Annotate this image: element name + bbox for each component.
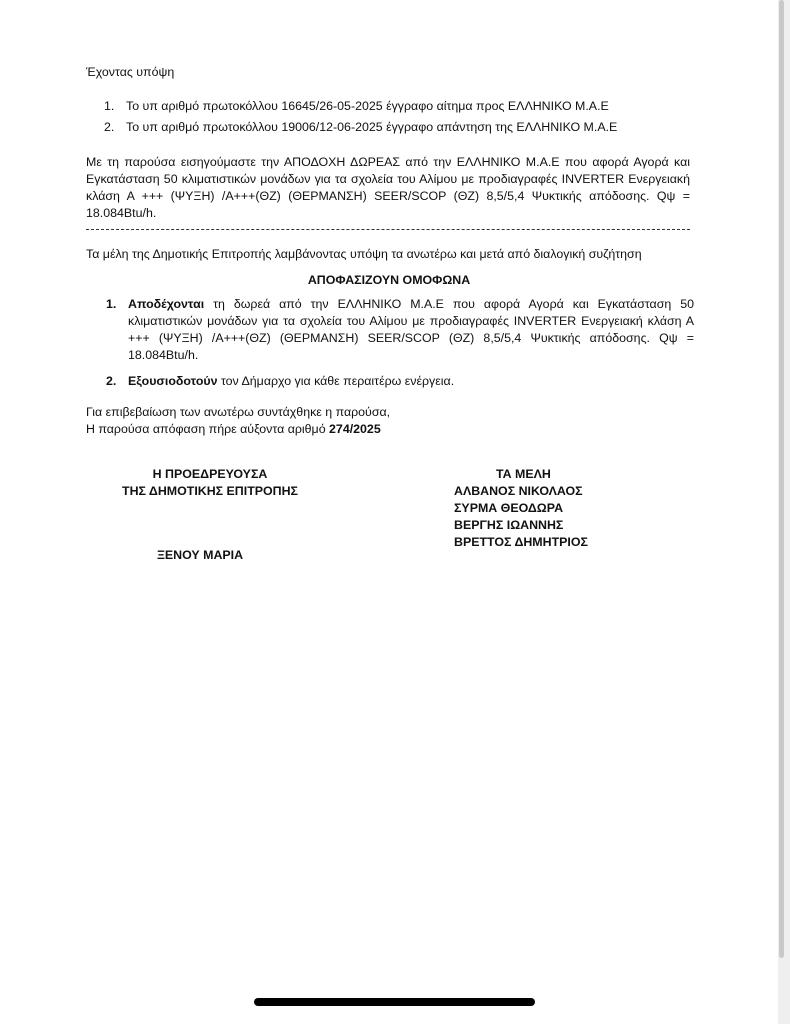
member-name: ΣΥΡΜΑ ΘΕΟΔΩΡΑ (454, 501, 564, 515)
member-name: ΒΡΕΤΤΟΣ ΔΗΜΗΤΡΙΟΣ (454, 535, 588, 549)
members-title: ΤΑ ΜΕΛΗ (496, 467, 551, 481)
decision-text (128, 373, 694, 390)
chair-name: ΞΕΝΟΥ ΜΑΡΙΑ (156, 548, 244, 562)
reference-text: Το υπ αριθμό πρωτοκόλλου 19006/12-06-2025 έγγραφο απάντηση της ΕΛΛΗΝΙΚΟ Μ.Α.Ε (126, 120, 618, 134)
list-item (106, 296, 694, 364)
confirmation-line: Για επιβεβαίωση των ανωτέρω συντάχθηκε η παρούσα, (86, 405, 391, 419)
members-statement: Τα μέλη της Δημοτικής Επιτροπής λαμβάνοντας υπόψη τα ανωτέρω και μετά από διαλογική συζήτηση (86, 247, 642, 261)
decision-body: τη δωρεά από την ΕΛΛΗΝΙΚΟ Μ.Α.Ε που αφορά Αγορά και Εγκατάσταση 50 κλιματιστικών μονάδων για τα σχολεία του Αλίμου με προδιαγραφές INVERTER Ενεργειακή κλάση Α +++ (ΨΥΞΗ) /Α+++(ΘΖ) (ΘΕΡΜΑΝΣΗ) SEER/SCOP (ΘΖ) 8,5/5,4 Ψυκτικής απόδοσης. Qψ = 18.084Btu/h. (128, 297, 694, 362)
decision-number-prefix: Η παρούσα απόφαση πήρε αύξοντα αριθμό (86, 422, 330, 436)
list-item (104, 119, 617, 140)
member-name: ΑΛΒΑΝΟΣ ΝΙΚΟΛΑΟΣ (454, 484, 583, 498)
members-signature-block (454, 466, 588, 551)
scrollbar[interactable] (779, 0, 784, 958)
list-number: 2. (104, 120, 115, 134)
chair-signature-block (100, 466, 320, 500)
decision-body: τον Δήμαρχο για κάθε περαιτέρω ενέργεια. (217, 374, 455, 388)
dashed-divider (86, 229, 690, 230)
decision-heading: ΑΠΟΦΑΣΙΖΟΥΝ ΟΜΟΦΩΝΑ (307, 273, 471, 287)
list-number: 1. (104, 99, 115, 113)
intro-text: Έχοντας υπόψη (86, 65, 175, 79)
reference-list (104, 98, 617, 140)
confirmation-block (86, 404, 390, 438)
reference-text: Το υπ αριθμό πρωτοκόλλου 16645/26-05-2025 έγγραφο αίτημα προς ΕΛΛΗΝΙΚΟ Μ.Α.Ε (126, 99, 609, 113)
member-name: ΒΕΡΓΗΣ ΙΩΑΝΝΗΣ (454, 518, 564, 532)
decision-text (128, 296, 694, 364)
chair-title-line2: ΤΗΣ ΔΗΜΟΤΙΚΗΣ ΕΠΙΤΡΟΠΗΣ (122, 484, 298, 498)
decision-number-line (86, 421, 390, 438)
list-item (104, 98, 617, 119)
list-number: 1. (106, 297, 117, 311)
decision-list (106, 296, 694, 399)
list-number: 2. (106, 374, 117, 388)
home-indicator[interactable] (254, 998, 535, 1006)
proposal-paragraph: Με τη παρούσα εισηγούμαστε την ΑΠΟΔΟΧΗ ΔΩΡΕΑΣ από την ΕΛΛΗΝΙΚΟ Μ.Α.Ε που αφορά Αγορά και Εγκατάσταση 50 κλιματιστικών μονάδων για τα σχολεία του Αλίμου με προδιαγραφές INVERTER Ενεργειακή κλάση Α +++ (ΨΥΞΗ) /Α+++(ΘΖ) (ΘΕΡΜΑΝΣΗ) SEER/SCOP (ΘΖ) 8,5/5,4 Ψυκτικής απόδοσης. Qψ = 18.084Btu/h. (86, 155, 690, 220)
decision-number: 274/2025 (329, 422, 381, 436)
decision-lead: Εξουσιοδοτούν (128, 374, 218, 388)
chair-title-line1: Η ΠΡΟΕΔΡΕΥΟΥΣΑ (152, 467, 268, 481)
list-item (106, 373, 694, 390)
decision-lead: Αποδέχονται (128, 297, 205, 311)
